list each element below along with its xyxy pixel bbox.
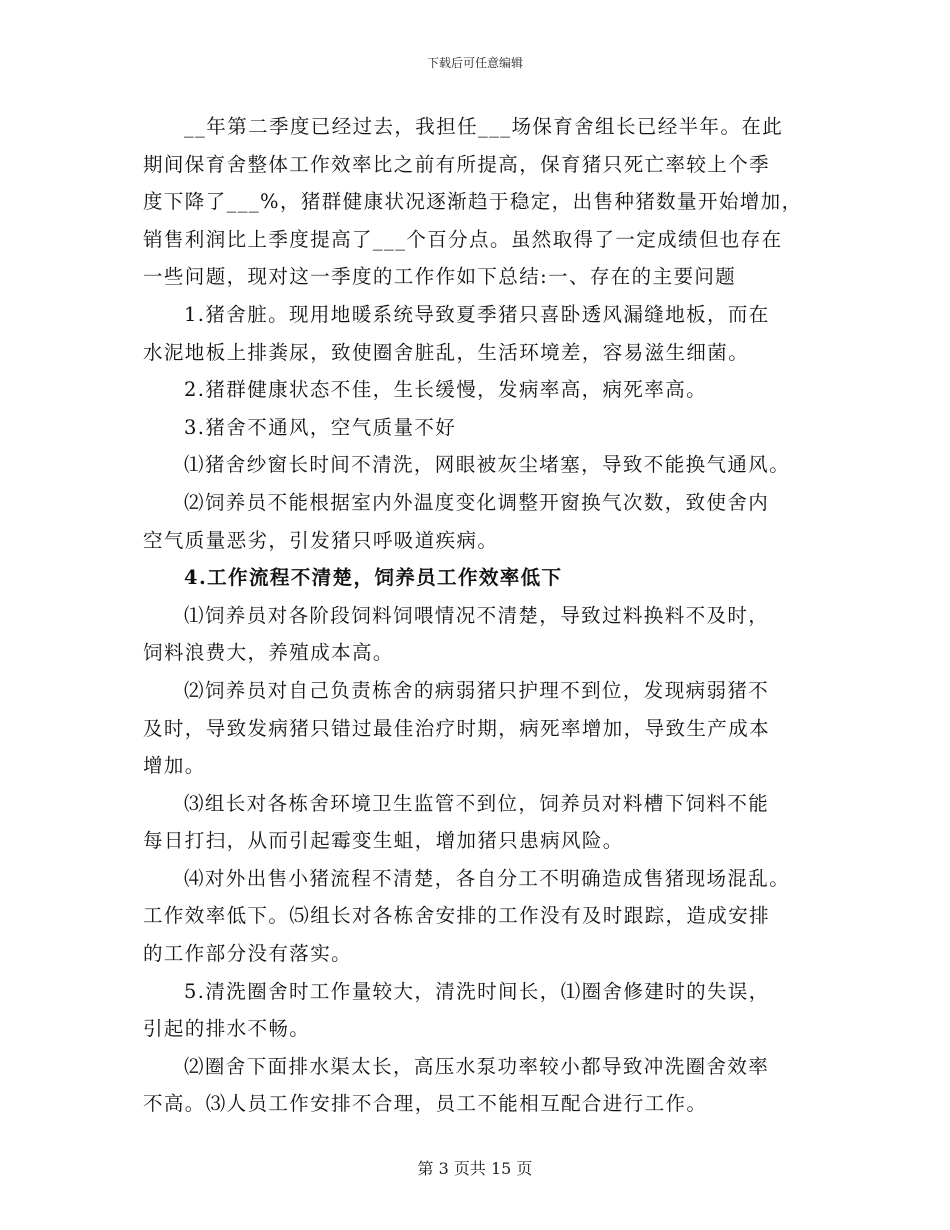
document-body [143,108,823,1123]
paragraph-line: 水泥地板上排粪尿，致使圈舍脏乱，生活环境差，容易滋生细菌。 [143,340,750,364]
paragraph-line: 2.猪群健康状态不佳，生长缓慢，发病率高，病死率高。 [184,378,708,402]
paragraph-line: ⑵圈舍下面排水渠太长，高压水泵功率较小都导致冲洗圈舍效率 [184,1054,770,1078]
paragraph-line: 的工作部分没有落实。 [143,942,353,966]
paragraph-line: 一些问题，现对这一季度的工作作如下总结:一、存在的主要问题 [143,265,737,289]
paragraph-line: ⑵饲养员不能根据室内外温度变化调整开窗换气次数，致使舍内 [184,490,770,514]
paragraph-line: 3.猪舍不通风，空气质量不好 [184,415,457,439]
paragraph-line: 不高。⑶人员工作安排不合理，员工不能相互配合进行工作。 [143,1092,708,1116]
page-header: 下载后可任意编辑 [426,56,523,70]
paragraph-line: ⑷对外出售小猪流程不清楚，各自分工不明确造成售猪现场混乱。 [184,866,791,890]
paragraph-line: 工作效率低下。⑸组长对各栋舍安排的工作没有及时跟踪，造成安排 [143,904,771,928]
paragraph-line: ⑴饲养员对各阶段饲料饲喂情况不清楚，导致过料换料不及时， [184,603,770,627]
paragraph-line: 及时，导致发病猪只错过最佳治疗时期，病死率增加，导致生产成本 [143,716,771,740]
paragraph-line: 1.猪舍脏。现用地暖系统导致夏季猪只喜卧透风漏缝地板，而在 [184,302,770,326]
paragraph-line: ⑴猪舍纱窗长时间不清洗，网眼被灰尘堵塞，导致不能换气通风。 [184,453,791,477]
paragraph-line: 销售利润比上季度提高了___个百分点。虽然取得了一定成绩但也存在 [143,227,783,251]
section-heading: 4.工作流程不清楚，饲养员工作效率低下 [184,566,563,590]
paragraph-line: 空气质量恶劣，引发猪只呼吸道疾病。 [143,528,499,552]
paragraph-line: 增加。 [143,754,206,778]
paragraph-line: __年第二季度已经过去，我担任___场保育舍组长已经半年。在此 [184,115,784,138]
page-footer: 第 3 页共 15 页 [417,1159,533,1178]
paragraph-line: 度下降了___%，猪群健康状况逐渐趋于稳定，出售种猪数量开始增加， [143,190,803,214]
paragraph-line: 饲料浪费大，养殖成本高。 [143,641,394,665]
paragraph-line: 期间保育舍整体工作效率比之前有所提高，保育猪只死亡率较上个季 [143,152,771,176]
paragraph-line: 每日打扫，从而引起霉变生蛆，增加猪只患病风险。 [143,829,624,853]
paragraph-line: ⑶组长对各栋舍环境卫生监管不到位，饲养员对料槽下饲料不能 [184,791,770,815]
paragraph-line: 引起的排水不畅。 [143,1017,311,1041]
paragraph-line: 5.清洗圈舍时工作量较大，清洗时间长，⑴圈舍修建时的失误， [184,979,770,1003]
paragraph-line: ⑵饲养员对自己负责栋舍的病弱猪只护理不到位，发现病弱猪不 [184,678,770,702]
